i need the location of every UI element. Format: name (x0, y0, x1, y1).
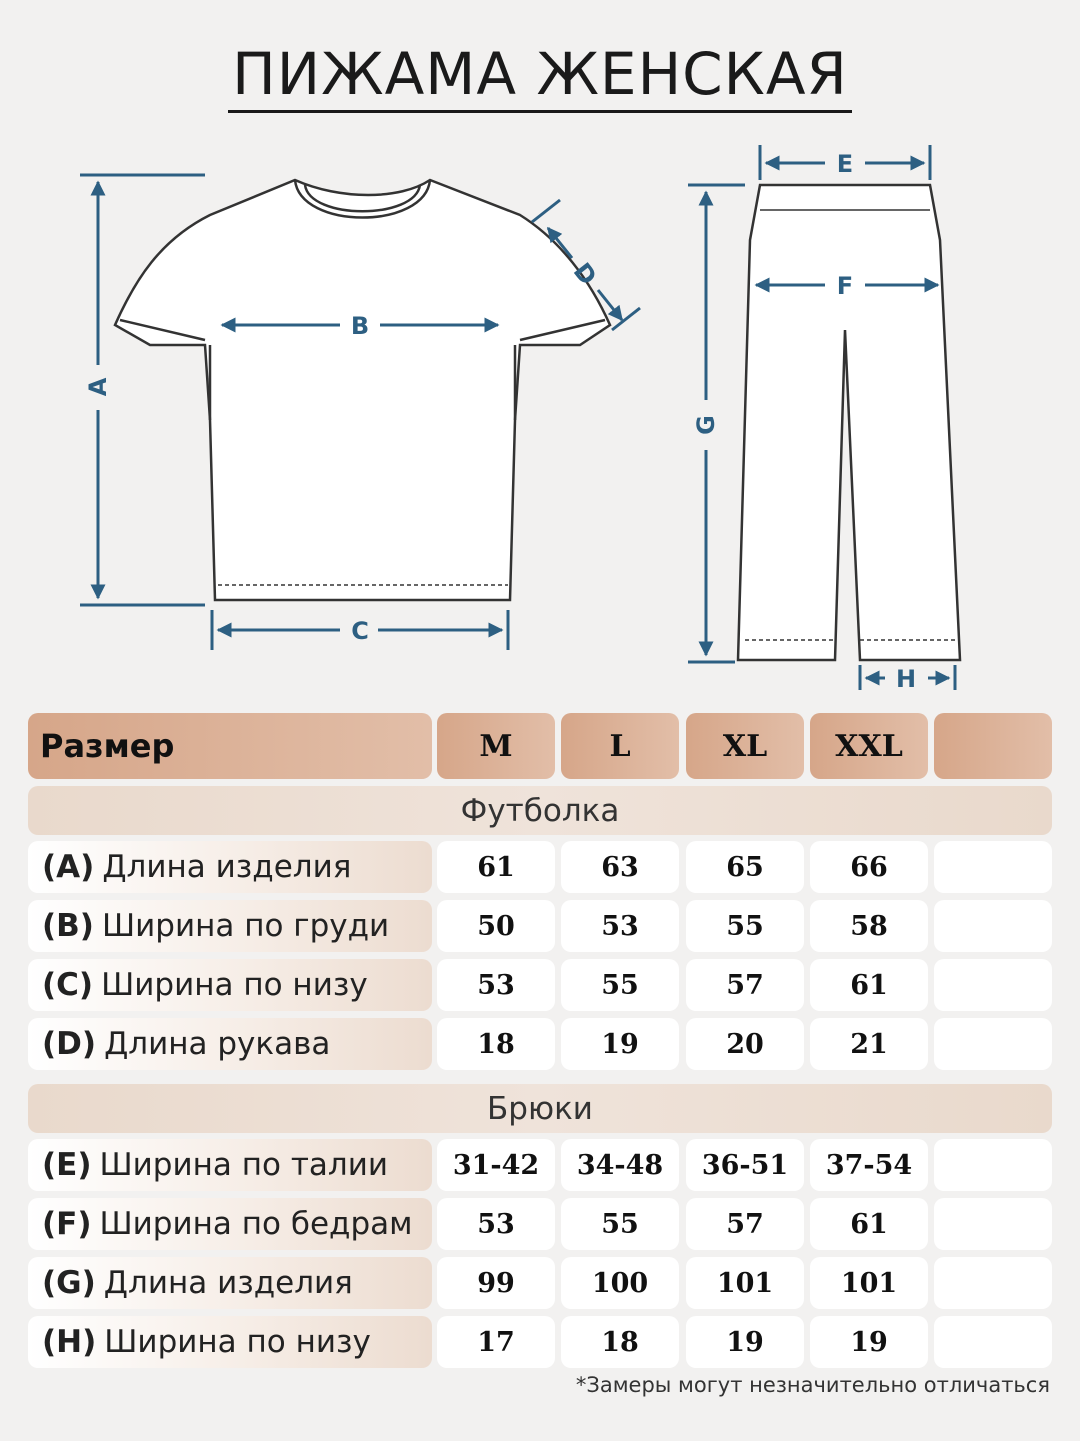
size-column-header: XL (686, 713, 804, 779)
size-column-header: XXL (810, 713, 928, 779)
dim-label-a: A (84, 377, 112, 397)
measurement-value: 19 (686, 1316, 804, 1368)
measurement-value: 58 (810, 900, 928, 952)
measurement-row-label (28, 1198, 432, 1250)
measurement-value: 19 (561, 1018, 679, 1070)
size-header-label: Размер (28, 713, 432, 779)
measurement-code: (D) (42, 1026, 97, 1062)
page-title (0, 40, 1080, 108)
measurement-name: Ширина по низу (104, 1324, 371, 1360)
measurement-value: 31-42 (437, 1139, 555, 1191)
measurement-value (934, 841, 1052, 893)
measurement-value: 50 (437, 900, 555, 952)
measurement-value: 34-48 (561, 1139, 679, 1191)
dim-label-c: C (351, 617, 369, 645)
measurement-value: 36-51 (686, 1139, 804, 1191)
measurement-value: 53 (561, 900, 679, 952)
measurement-value: 61 (437, 841, 555, 893)
measurement-value: 53 (437, 959, 555, 1011)
size-column-header: M (437, 713, 555, 779)
measurement-value: 17 (437, 1316, 555, 1368)
measurement-name: Ширина по талии (99, 1147, 389, 1183)
measurement-value (934, 1316, 1052, 1368)
measurement-value: 18 (437, 1018, 555, 1070)
size-column-header (934, 713, 1052, 779)
measurement-value: 57 (686, 959, 804, 1011)
measurement-code: (E) (42, 1147, 92, 1183)
measurement-value: 66 (810, 841, 928, 893)
dim-label-f: F (836, 272, 854, 300)
measurement-value: 99 (437, 1257, 555, 1309)
measurement-value: 61 (810, 959, 928, 1011)
footnote: *Замеры могут незначительно отличаться (575, 1373, 1050, 1397)
section-title: Футболка (28, 786, 1052, 835)
measurement-value: 65 (686, 841, 804, 893)
measurement-value: 18 (561, 1316, 679, 1368)
measurement-value: 20 (686, 1018, 804, 1070)
garment-diagram (0, 130, 1080, 700)
measurement-code: (A) (42, 849, 95, 885)
measurement-code: (C) (42, 967, 94, 1003)
measurement-value: 100 (561, 1257, 679, 1309)
measurement-code: (F) (42, 1206, 92, 1242)
measurement-value: 19 (810, 1316, 928, 1368)
pants-drawing (738, 185, 960, 660)
measurement-code: (G) (42, 1265, 96, 1301)
measurement-value (934, 1139, 1052, 1191)
measurement-value: 37-54 (810, 1139, 928, 1191)
dim-label-b: B (350, 312, 370, 340)
measurement-row-label (28, 1316, 432, 1368)
measurement-row-label (28, 841, 432, 893)
measurement-value (934, 1198, 1052, 1250)
measurement-value: 21 (810, 1018, 928, 1070)
measurement-row-label (28, 1018, 432, 1070)
measurement-row-label (28, 959, 432, 1011)
measurement-row-label (28, 1139, 432, 1191)
measurement-value: 55 (561, 1198, 679, 1250)
measurement-row-label (28, 1257, 432, 1309)
measurement-value (934, 1018, 1052, 1070)
dim-label-h: H (895, 665, 917, 693)
dim-label-d: D (567, 257, 603, 291)
measurement-value (934, 900, 1052, 952)
measurement-code: (B) (42, 908, 94, 944)
measurement-value (934, 1257, 1052, 1309)
page-title-text: ПИЖАМА ЖЕНСКАЯ (228, 40, 852, 113)
measurement-code: (H) (42, 1324, 97, 1360)
measurement-value: 55 (561, 959, 679, 1011)
measurement-value: 55 (686, 900, 804, 952)
measurement-name: Длина рукава (104, 1026, 331, 1062)
measurement-value: 63 (561, 841, 679, 893)
measurement-value: 57 (686, 1198, 804, 1250)
measurement-value: 61 (810, 1198, 928, 1250)
measurement-value (934, 959, 1052, 1011)
measurement-name: Ширина по груди (101, 908, 390, 944)
measurement-row-label (28, 900, 432, 952)
measurement-name: Длина изделия (102, 849, 352, 885)
size-column-header: L (561, 713, 679, 779)
tshirt-drawing (115, 180, 610, 600)
section-title: Брюки (28, 1084, 1052, 1133)
dim-label-e: E (836, 150, 854, 178)
measurement-value: 53 (437, 1198, 555, 1250)
dim-label-g: G (692, 415, 720, 435)
measurement-name: Ширина по низу (101, 967, 368, 1003)
measurement-value: 101 (810, 1257, 928, 1309)
measurement-value: 101 (686, 1257, 804, 1309)
measurement-name: Длина изделия (103, 1265, 353, 1301)
measurement-name: Ширина по бедрам (99, 1206, 413, 1242)
